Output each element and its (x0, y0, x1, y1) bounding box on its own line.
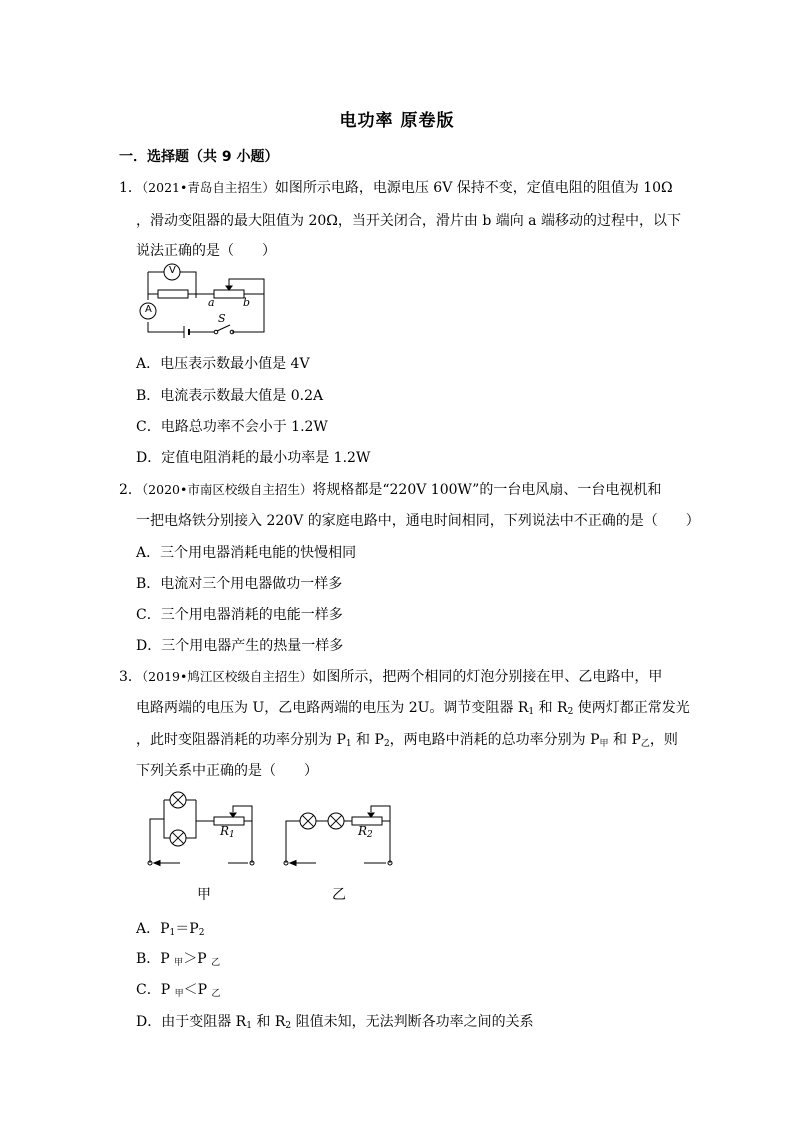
terminal-b-label: b (243, 296, 251, 309)
q1-circuit-figure (134, 262, 274, 342)
wire (164, 800, 170, 838)
q1-option-d: D．定值电阻消耗的最小功率是 1.2W (136, 450, 371, 466)
switch-lever (217, 325, 230, 331)
lamp-1 (170, 792, 186, 808)
q1-source: （2021•青岛自主招生） (141, 180, 275, 195)
q2-stem-1: 将规格都是“220V 100W”的一台电风扇、一台电视机和 (312, 482, 662, 498)
terminal-a-label: a (208, 296, 215, 309)
wire (244, 821, 252, 863)
q3-option-d: D．由于变阻器 $R_1$ 和 $R_2$ 阻值未知，无法判断各功率之间的关系 (136, 1014, 534, 1031)
q3-number: 3． (119, 669, 142, 685)
q2-source: （2020•市南区校级自主招生） (141, 482, 313, 497)
q1-option-b: B．电流表示数最大值是 0.2A (136, 388, 324, 404)
wire (382, 821, 390, 863)
page-title: 电功率 原卷版 (339, 111, 455, 131)
q1-line-1 (119, 177, 673, 197)
q3-source: （2019•鸠江区校级自主招生） (141, 669, 313, 684)
q3-stem-1: 如图所示，把两个相同的灯泡分别接在甲、乙电路中，甲 (312, 669, 663, 685)
sliding-rheostat (214, 290, 244, 298)
q3-circuit-figure-yi (276, 788, 406, 870)
figure-caption-yi: 乙 (332, 887, 346, 903)
voltage-arrow-head (290, 861, 296, 866)
q3-stem-4: 下列关系中正确的是（ ） (136, 763, 318, 779)
q2-number: 2． (119, 482, 142, 498)
r2-label: $R_2$ (358, 824, 373, 840)
section-heading: 一．选择题（共 9 小题） (119, 149, 279, 165)
q1-stem-1: 如图所示电路，电源电压 6V 保持不变，定值电阻的阻值为 10Ω (274, 180, 673, 196)
q3-circuit-figure-jia (138, 788, 268, 870)
slider-arrow (368, 813, 374, 817)
q1-option-c: C．电路总功率不会小于 1.2W (136, 419, 328, 435)
q2-option-b: B．电流对三个用电器做功一样多 (136, 576, 343, 592)
q3-stem-2: 电路两端的电压为 U，乙电路两端的电压为 2U。调节变阻器 $R_1$ 和 $R_2$ 使两灯都正常发光 (136, 700, 690, 717)
ammeter-label: A (145, 304, 152, 315)
wire (286, 821, 300, 863)
wire (186, 800, 196, 838)
q2-line-1 (119, 479, 661, 499)
wire (148, 322, 184, 332)
q3-option-c: C．P $_甲$＜P $_乙$ (136, 982, 221, 999)
slider-arrow (226, 286, 232, 290)
q3-option-b: B．P $_甲$＞P $_乙$ (136, 951, 221, 968)
q1-option-a: A．电压表示数最小值是 4V (136, 356, 310, 372)
q2-option-d: D．三个用电器产生的热量一样多 (136, 638, 344, 654)
q1-stem-2: ，滑动变阻器的最大阻值为 20Ω，当开关闭合，滑片由 b 端向 a 端移动的过程中，以下 (136, 213, 681, 229)
r1-label: $R_1$ (220, 824, 235, 840)
voltage-arrow-head (154, 861, 160, 866)
lamp-2 (328, 813, 344, 829)
fixed-resistor (158, 290, 188, 298)
slider-arrow (230, 813, 236, 817)
q2-option-c: C．三个用电器消耗的电能一样多 (136, 607, 343, 623)
q1-stem-3: 说法正确的是（ ） (136, 243, 276, 259)
lamp-2 (170, 830, 186, 846)
switch-label: S (218, 312, 226, 325)
voltmeter-label: V (169, 265, 176, 276)
q2-option-a: A．三个用电器消耗电能的快慢相同 (136, 545, 357, 561)
q3-option-a: A．$P_1=P_2$ (136, 921, 205, 938)
lamp-1 (300, 813, 316, 829)
figure-caption-jia: 甲 (197, 887, 211, 903)
q1-number: 1． (119, 180, 142, 196)
q2-stem-2: 一把电烙铁分别接入 220V 的家庭电路中，通电时间相同，下列说法中不正确的是（ ） (136, 513, 700, 529)
wire (150, 819, 164, 863)
q3-line-1 (119, 666, 662, 686)
q3-stem-3: ，此时变阻器消耗的功率分别为 $P_1$ 和 $P_2$，两电路中消耗的总功率分别为 $P_甲$ 和 $P_乙$，则 (136, 732, 678, 749)
